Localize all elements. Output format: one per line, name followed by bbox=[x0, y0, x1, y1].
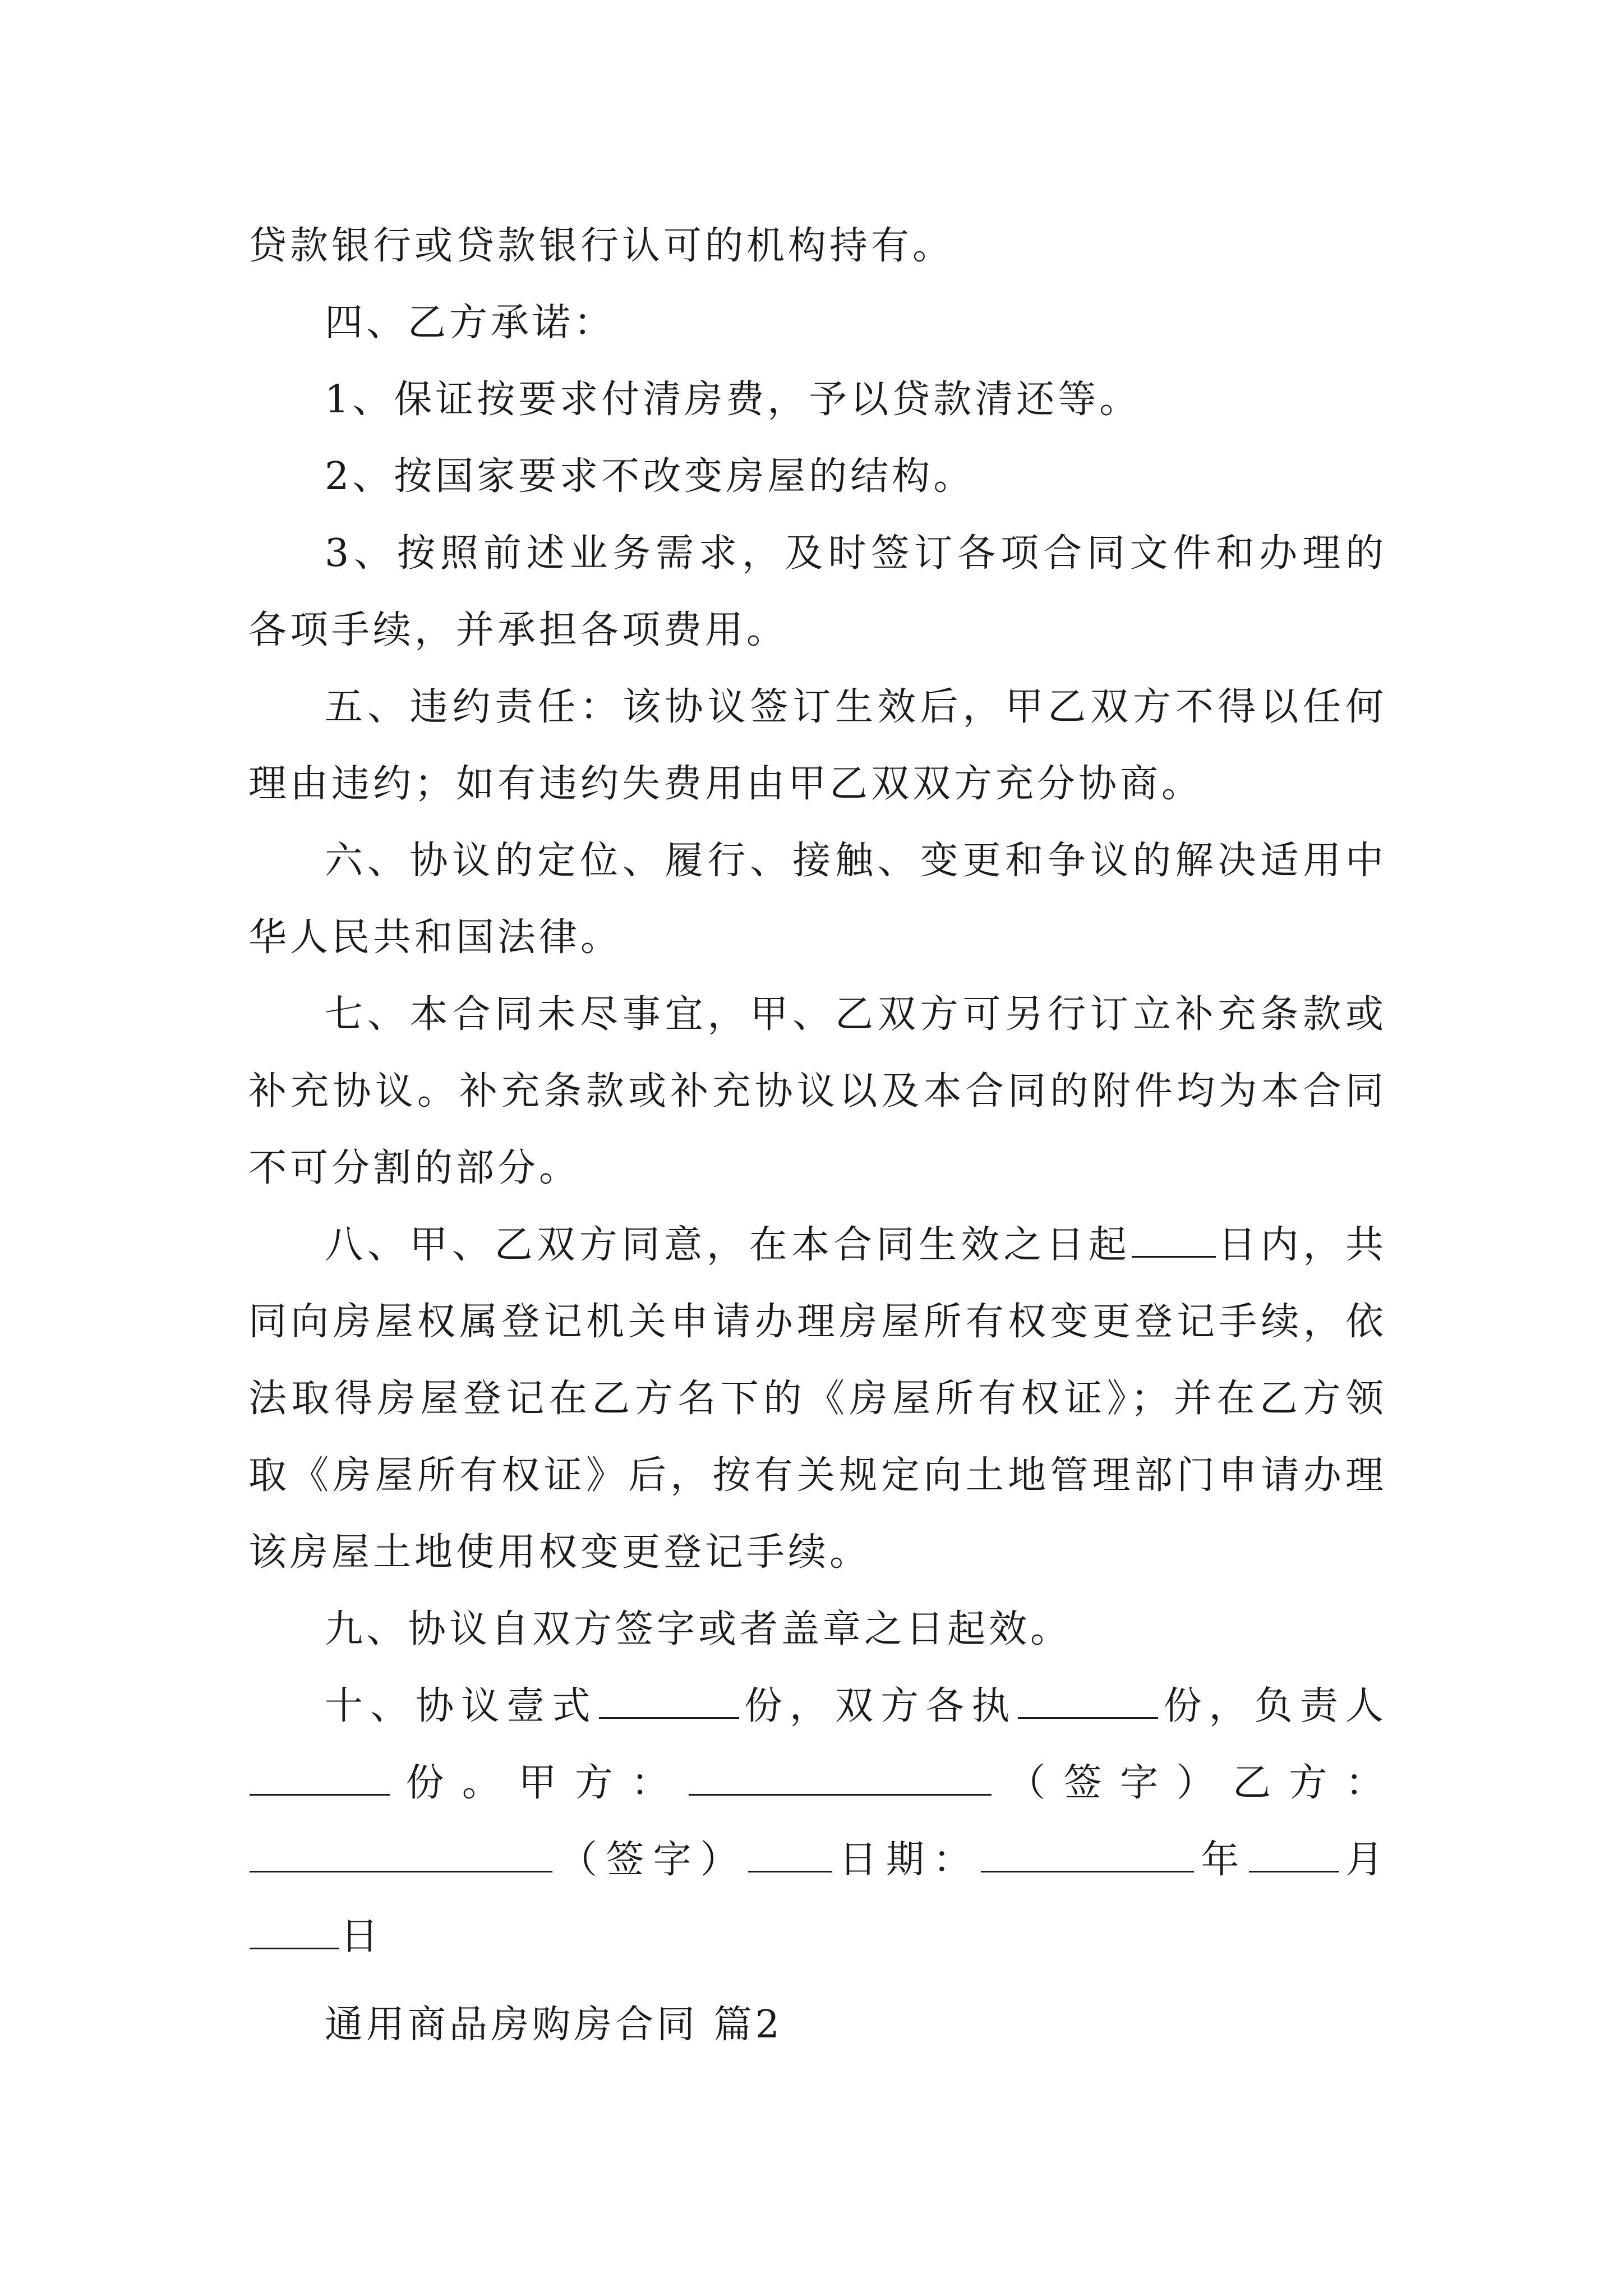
paragraph-continuation: 贷款银行或贷款银行认可的机构持有。 bbox=[248, 224, 955, 268]
paragraph-item-3: 3、按照前述业务需求，及时签订各项合同文件和办理的各项手续，并承担各项费用。 bbox=[248, 531, 1387, 652]
section-heading: 通用商品房购房合同 篇2 bbox=[325, 2003, 783, 2047]
clause-10-text-a: 十、协议壹式 bbox=[325, 1684, 598, 1728]
clause-10-text-j: 日 bbox=[340, 1915, 382, 1959]
blank-copies-total bbox=[599, 1683, 739, 1719]
clause-10-text-i: 月 bbox=[1340, 1838, 1387, 1882]
paragraph-clause-8 bbox=[248, 1207, 1387, 1591]
blank-days bbox=[1132, 1222, 1216, 1258]
paragraph-clause-7: 七、本合同未尽事宜，甲、乙双方可另行订立补充条款或补充协议。补充条款或补充协议以及本合同的附件均为本合同不可分割的部分。 bbox=[248, 992, 1387, 1190]
blank-party-b-signature bbox=[250, 1837, 552, 1872]
blank-after-signature bbox=[748, 1837, 832, 1872]
clause-10-text-h: 年 bbox=[1195, 1838, 1248, 1882]
paragraph-clause-4: 四、乙方承诺： bbox=[325, 301, 616, 345]
clause-8-text-a: 八、甲、乙双方同意，在本合同生效之日起 bbox=[325, 1223, 1131, 1267]
paragraph-clause-5: 五、违约责任：该协议签订生效后，甲乙双方不得以任何理由违约；如有违约失费用由甲乙双双方充分协商。 bbox=[248, 685, 1387, 806]
paragraph-clause-6: 六、协议的定位、履行、接触、变更和争议的解决适用中华人民共和国法律。 bbox=[248, 839, 1387, 960]
clause-10-text-d: 份。甲方： bbox=[391, 1761, 688, 1805]
blank-copies-each bbox=[1018, 1683, 1158, 1719]
paragraph-item-2: 2、按国家要求不改变房屋的结构。 bbox=[325, 454, 975, 499]
clause-8-text-b: 日内，共同向房屋权属登记机关申请办理房屋所有权变更登记手续，依法取得房屋登记在乙方名下的《房屋所有权证》；并在乙方领取《房屋所有权证》后，按有关规定向土地管理部门申请办理该房屋土地使用权变更登记手续。 bbox=[248, 1223, 1387, 1575]
paragraph-clause-10 bbox=[248, 1668, 1387, 1975]
blank-copies-responsible bbox=[250, 1760, 390, 1796]
blank-month bbox=[1249, 1837, 1339, 1872]
clause-10-text-g: 日期： bbox=[833, 1838, 980, 1882]
paragraph-clause-9: 九、协议自双方签字或者盖章之日起效。 bbox=[325, 1607, 1072, 1651]
clause-10-text-b: 份，双方各执 bbox=[740, 1684, 1017, 1728]
document-body bbox=[248, 208, 1387, 2063]
clause-10-text-c: 份，负责人 bbox=[1159, 1684, 1387, 1728]
clause-10-text-f: （签字） bbox=[554, 1838, 748, 1882]
clause-10-text-e: （签字）乙方： bbox=[992, 1761, 1387, 1805]
paragraph-item-1: 1、保证按要求付清房费，予以贷款清还等。 bbox=[325, 378, 1141, 422]
blank-party-a-signature bbox=[689, 1760, 992, 1796]
blank-day bbox=[250, 1914, 339, 1949]
blank-year bbox=[981, 1837, 1194, 1872]
